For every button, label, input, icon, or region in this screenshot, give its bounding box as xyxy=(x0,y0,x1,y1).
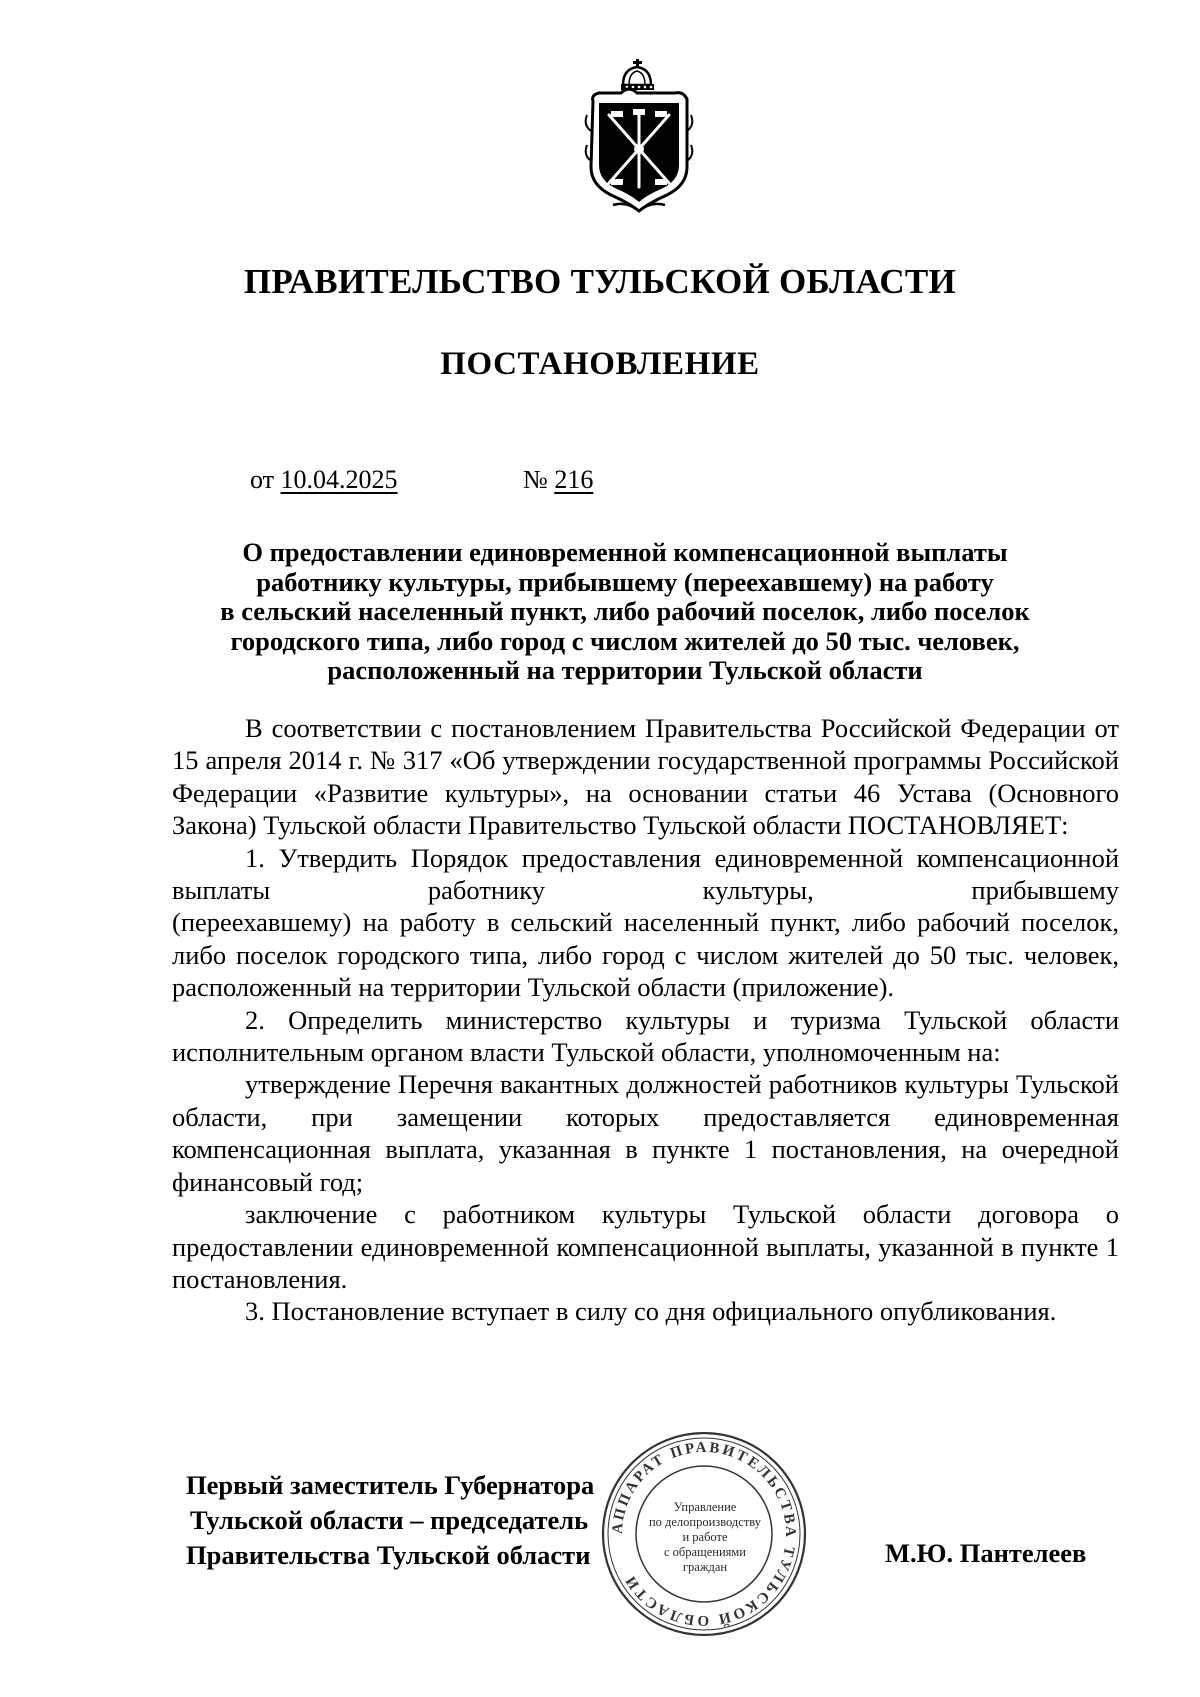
document-date xyxy=(250,465,398,495)
stamp-ring-text: АППАРАТ ПРАВИТЕЛЬСТВА ТУЛЬСКОЙ ОБЛАСТИ xyxy=(609,1439,799,1629)
signatory-title-line: Тульской области – председатель xyxy=(190,1505,589,1535)
stamp-line: граждан xyxy=(682,1560,728,1574)
subject-line: работнику культуры, прибывшему (переехавшему) на работу xyxy=(256,566,994,597)
signatory-title-line: Первый заместитель Губернатора xyxy=(186,1470,595,1500)
stamp-center-text xyxy=(646,1500,764,1575)
preamble-paragraph: В соответствии с постановлением Правительства Российской Федерации от 15 апреля 2014 г. № 317 «Об утверждении государственной программы Российской Федерации «Развитие культуры», на основании статьи 46 Устава (Основного Закона) Тульской области Правительство Тульской области ПОСТАНОВЛЯЕТ: xyxy=(172,713,1119,841)
stamp-line: с обращениями xyxy=(664,1545,746,1559)
item-2-subitem-a: утверждение Перечня вакантных должностей работников культуры Тульской области, при замещении которых предоставляется единовременная компенсационная выплата, указанная в пункте 1 постановления, на очередной финансовый год; xyxy=(172,1069,1119,1197)
subject-line: в сельский населенный пункт, либо рабочий поселок, либо поселок xyxy=(220,596,1030,626)
number-prefix: № xyxy=(523,465,548,494)
government-title: ПРАВИТЕЛЬСТВО ТУЛЬСКОЙ ОБЛАСТИ xyxy=(243,262,957,301)
document-number xyxy=(523,465,593,495)
subject-line: городского типа, либо город с числом жителей до 50 тыс. человек, xyxy=(230,625,1020,656)
date-value: 10.04.2025 xyxy=(280,465,398,494)
stamp-line: по делопроизводству xyxy=(648,1515,762,1529)
item-1-continuation: (переехавшему) на работу в сельский населенный пункт, либо рабочий поселок, либо поселок городского типа, либо город с числом жителей до 50 тыс. человек, расположенный на территории Тульской области (приложение). xyxy=(172,907,1119,1003)
stamp-line: и работе xyxy=(682,1530,728,1544)
item-2-paragraph: 2. Определить министерство культуры и туризма Тульской области исполнительным органом власти Тульской области, уполномоченным на: xyxy=(172,1004,1119,1068)
signatory-title xyxy=(186,1468,594,1573)
item-1-lead: 1. Утвердить Порядок предоставления единовременной компенсационной выплаты работнику культуры, прибывшему xyxy=(172,842,1119,906)
document-type-title: ПОСТАНОВЛЕНИЕ xyxy=(440,346,760,382)
subject-line: расположенный на территории Тульской области xyxy=(327,655,923,685)
signatory-name: М.Ю. Пантелеев xyxy=(885,1538,1087,1568)
signatory-title-line: Правительства Тульской области xyxy=(186,1540,591,1570)
stamp-line: Управление xyxy=(673,1500,737,1514)
item-3-paragraph: 3. Постановление вступает в силу со дня официального опубликования. xyxy=(245,1296,1057,1327)
document-body xyxy=(172,712,1119,1328)
subject-line: О предоставлении единовременной компенсационной выплаты xyxy=(242,537,1008,567)
document-subject xyxy=(180,538,1070,686)
number-value: 216 xyxy=(554,465,594,494)
date-prefix: от xyxy=(250,465,275,494)
coat-of-arms-emblem xyxy=(583,55,713,215)
item-2-subitem-b: заключение с работником культуры Тульской области договора о предоставлении единовременной компенсационной выплаты, указанной в пункте 1 постановления. xyxy=(172,1199,1119,1294)
